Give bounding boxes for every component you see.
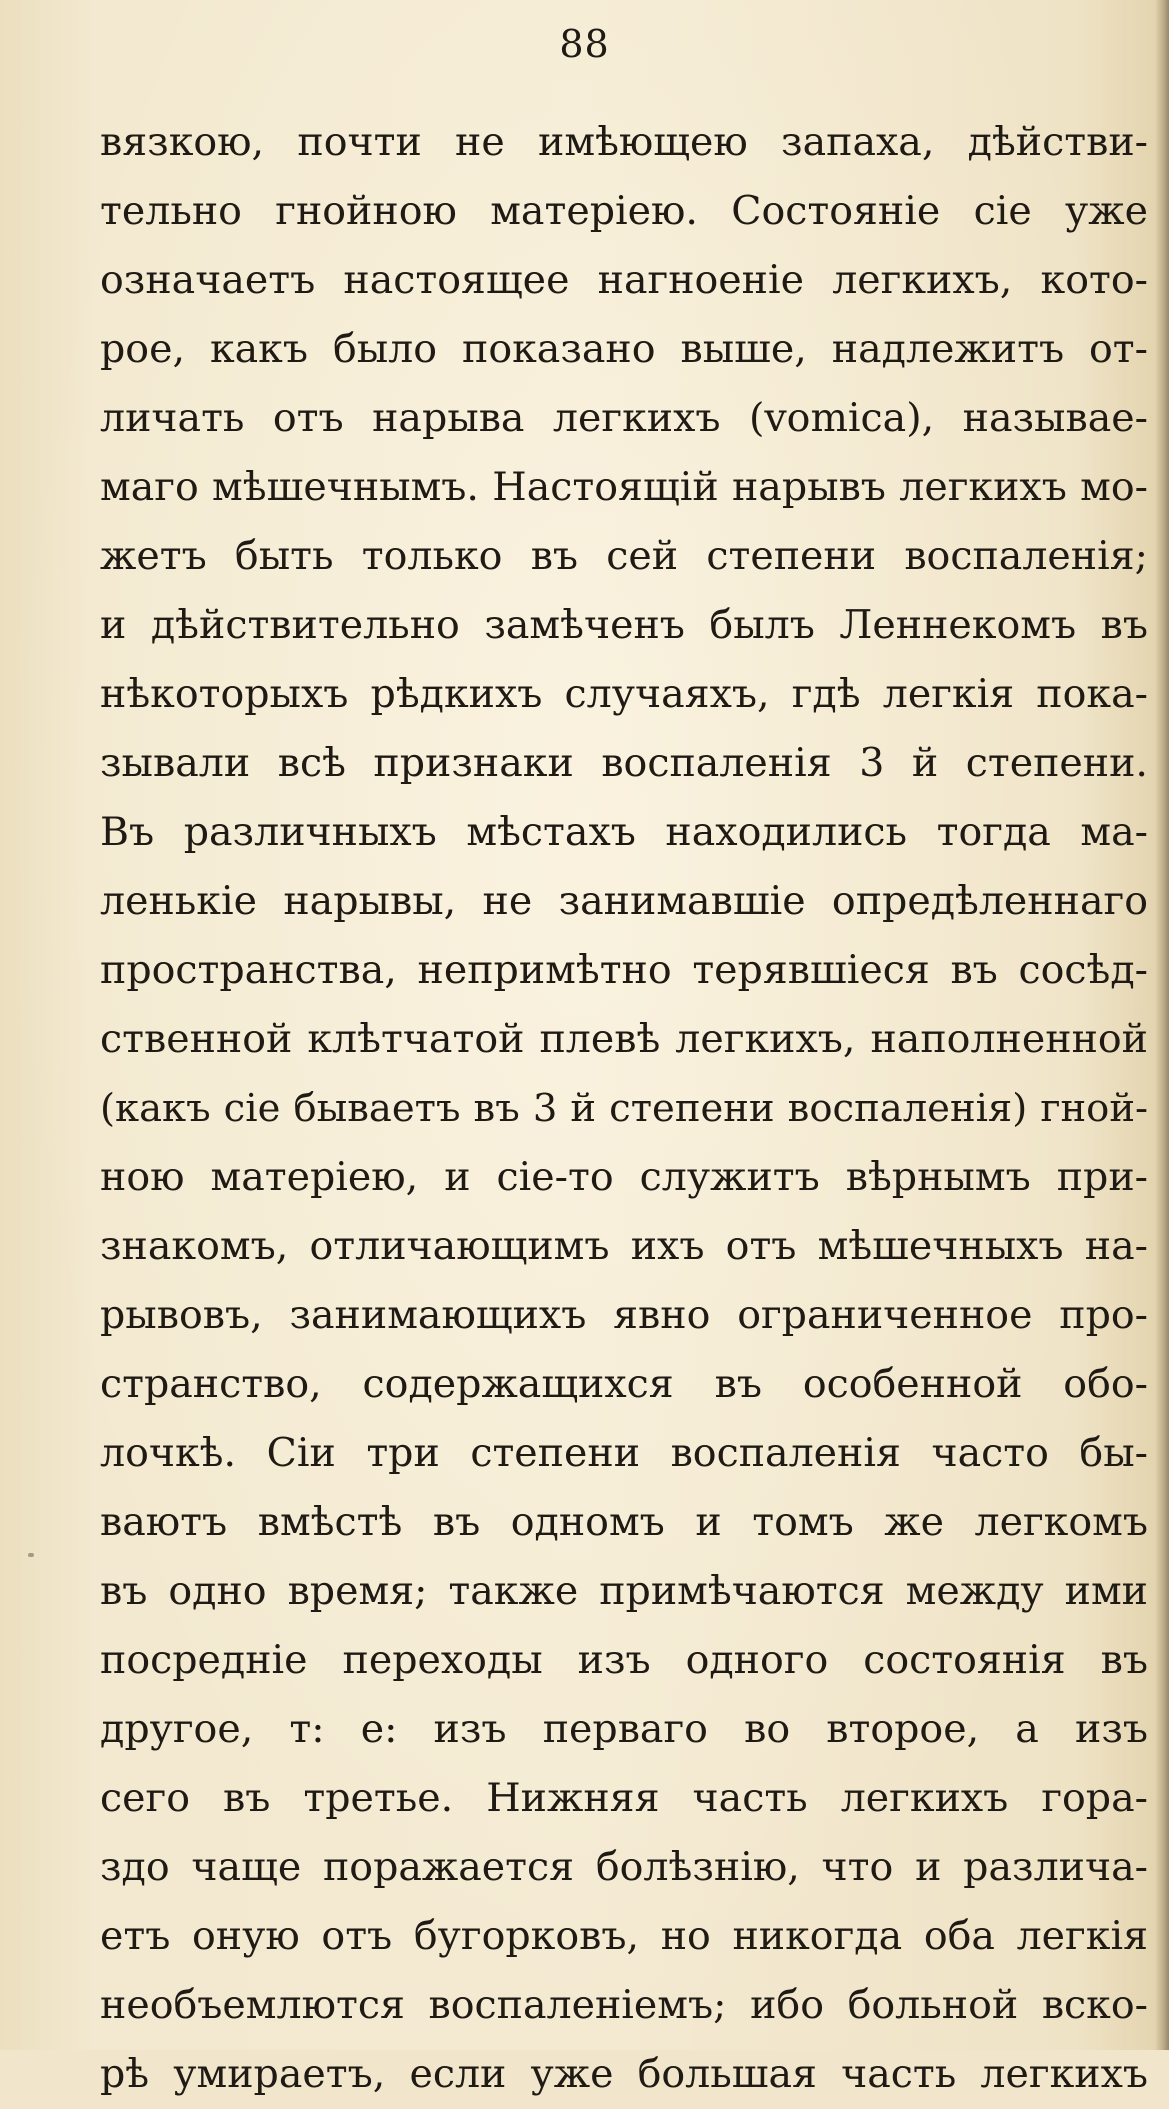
text-line: ною матеріею, и сіе-то служитъ вѣрнымъ при- bbox=[100, 1154, 1148, 1200]
text-line: вязкою, почти не имѣющею запаха, дѣйстви- bbox=[100, 119, 1148, 165]
text-line: странство, содержащихся въ особенной обо- bbox=[100, 1361, 1148, 1407]
text-line: маго мѣшечнымъ. Настоящій нарывъ легкихъ мо- bbox=[100, 464, 1148, 510]
body-text bbox=[100, 108, 1148, 2109]
page-edge-shadow bbox=[1155, 0, 1169, 2050]
text-line: зывали всѣ признаки воспаленія 3 й степени. bbox=[100, 740, 1148, 786]
text-line: сего въ третье. Нижняя часть легкихъ гора- bbox=[100, 1775, 1148, 1821]
text-line: здо чаще поражается болѣзнію, что и различа- bbox=[100, 1844, 1148, 1890]
page-number: 88 bbox=[559, 22, 610, 66]
text-line: личать отъ нарыва легкихъ (vomica), называе- bbox=[100, 395, 1148, 441]
ink-speck bbox=[28, 1553, 34, 1557]
text-line: рывовъ, занимающихъ явно ограниченное про- bbox=[100, 1292, 1148, 1338]
text-line: означаетъ настоящее нагноеніе легкихъ, кото- bbox=[100, 257, 1148, 303]
text-line: Въ различныхъ мѣстахъ находились тогда ма- bbox=[100, 809, 1148, 855]
text-line: ственной клѣтчатой плевѣ легкихъ, наполненной bbox=[100, 1016, 1148, 1062]
text-line: ленькіе нарывы, не занимавшіе опредѣленнаго bbox=[100, 878, 1148, 924]
text-line: другое, т: е: изъ перваго во второе, а изъ bbox=[100, 1706, 1148, 1752]
text-line: (какъ сіе бываетъ въ 3 й степени воспаленія) гной- bbox=[100, 1086, 1148, 1131]
text-line: жетъ быть только въ сей степени воспаленія; bbox=[100, 533, 1148, 579]
text-line: посредніе переходы изъ одного состоянія въ bbox=[100, 1637, 1148, 1683]
text-line: необъемлются воспаленіемъ; ибо больной вско- bbox=[100, 1982, 1148, 2028]
text-line: етъ оную отъ бугорковъ, но никогда оба легкія bbox=[100, 1913, 1148, 1959]
text-line: пространства, непримѣтно терявшіеся въ сосѣд- bbox=[100, 947, 1148, 993]
text-line: знакомъ, отличающимъ ихъ отъ мѣшечныхъ на- bbox=[100, 1223, 1148, 1269]
text-line: въ одно время; также примѣчаются между ими bbox=[100, 1568, 1148, 1614]
text-line: лочкѣ. Сіи три степени воспаленія часто бы- bbox=[100, 1430, 1148, 1476]
text-line: тельно гнойною матеріею. Состояніе сіе уже bbox=[100, 188, 1148, 234]
text-line: рое, какъ было показано выше, надлежитъ от- bbox=[100, 326, 1148, 372]
text-line: рѣ умираетъ, если уже большая часть легкихъ bbox=[100, 2051, 1148, 2097]
text-line: и дѣйствительно замѣченъ былъ Леннекомъ въ bbox=[100, 602, 1148, 648]
text-line: ваютъ вмѣстѣ въ одномъ и томъ же легкомъ bbox=[100, 1499, 1148, 1545]
text-line: нѣкоторыхъ рѣдкихъ случаяхъ, гдѣ легкія пока- bbox=[100, 671, 1148, 717]
